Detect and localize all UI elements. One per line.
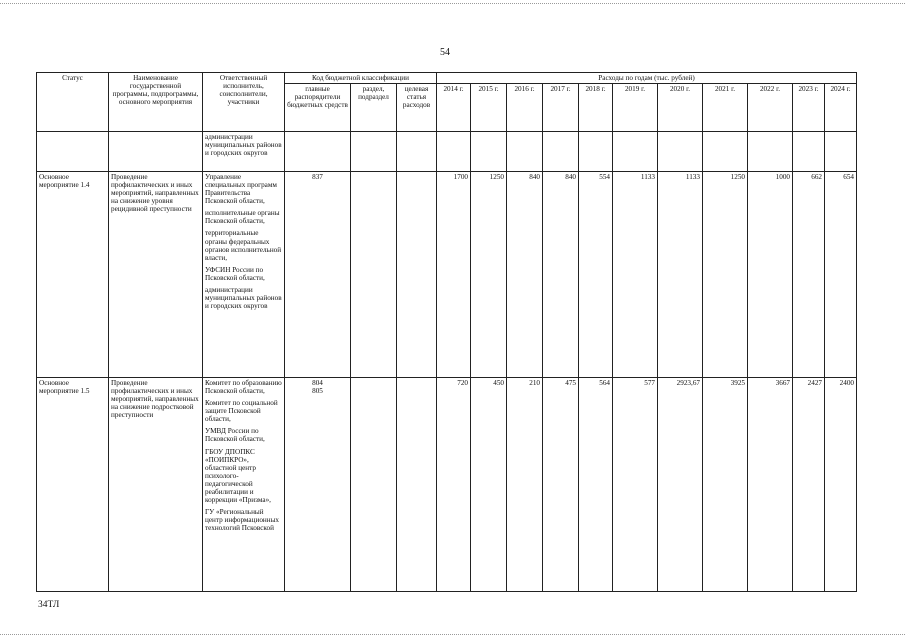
- footer-code: 34ТЛ: [38, 600, 60, 610]
- header-year: 2016 г.: [507, 84, 543, 132]
- row-value: 720: [437, 378, 471, 592]
- responsible-entry: УМВД России по Псковской области,: [205, 427, 265, 444]
- row-value: 840: [543, 172, 579, 378]
- row-name: Проведение профилактических и иных мероприятий, направленных на снижение подростковой преступности: [109, 378, 203, 592]
- row-value: 554: [579, 172, 613, 378]
- row-value: 564: [579, 378, 613, 592]
- row-value: 1133: [658, 172, 703, 378]
- header-status: Статус: [37, 73, 109, 132]
- row-status: Основное мероприятие 1.4: [37, 172, 109, 378]
- header-year: 2019 г.: [613, 84, 658, 132]
- row-value: 210: [507, 378, 543, 592]
- row-main-manager: [285, 172, 351, 378]
- header-budget-code: Код бюджетной классификации: [285, 73, 437, 84]
- header-year: 2021 г.: [703, 84, 748, 132]
- row-section: [351, 378, 397, 592]
- responsible-entry: территориальные органы федеральных органов исполнительной власти,: [205, 229, 282, 262]
- header-expenses: Расходы по годам (тыс. рублей): [437, 73, 857, 84]
- manager-code: 805: [312, 387, 323, 396]
- manager-code: 804: [312, 379, 323, 388]
- row-main-manager: [285, 378, 351, 592]
- row-responsible: [203, 172, 285, 378]
- page-number: 54: [440, 47, 450, 58]
- budget-table: [36, 72, 857, 592]
- table-row: [37, 172, 857, 378]
- table-row-continuation: [37, 132, 857, 172]
- row-value: 1700: [437, 172, 471, 378]
- header-year: 2018 г.: [579, 84, 613, 132]
- row-value: 662: [793, 172, 825, 378]
- row-value: 2400: [825, 378, 857, 592]
- row-section: [351, 172, 397, 378]
- row-target-item: [397, 172, 437, 378]
- row-value: 1000: [748, 172, 793, 378]
- responsible-entry: Комитет по образованию Псковской области,: [205, 379, 282, 396]
- row-value: 475: [543, 378, 579, 592]
- header-name: Наименование государственной программы, подпрограммы, основного мероприятия: [109, 73, 203, 132]
- responsible-entry: ГБОУ ДПОПКС «ПОИПКРО», областной центр психолого-педагогической реабилитации и коррекции «Призма»,: [205, 447, 271, 504]
- row-value: 3667: [748, 378, 793, 592]
- header-responsible: Ответственный исполнитель, соисполнители, участники: [203, 73, 285, 132]
- responsible-entry: ГУ «Региональный центр информационных технологий Псковской: [205, 507, 280, 533]
- table-row: [37, 378, 857, 592]
- header-year: 2014 г.: [437, 84, 471, 132]
- header-year: 2017 г.: [543, 84, 579, 132]
- row-name: Проведение профилактических и иных мероприятий, направленных на снижение уровня рецидивной преступности: [109, 172, 203, 378]
- responsible-entry: УФСИН России по Псковской области,: [205, 265, 265, 282]
- header-main-managers: главные распорядители бюджетных средств: [285, 84, 351, 132]
- row-value: 840: [507, 172, 543, 378]
- row-value: 1250: [703, 172, 748, 378]
- scan-edge-top: [0, 3, 905, 4]
- row-value: 3925: [703, 378, 748, 592]
- header-year: 2022 г.: [748, 84, 793, 132]
- row-value: 2427: [793, 378, 825, 592]
- header-year: 2024 г.: [825, 84, 857, 132]
- header-year: 2020 г.: [658, 84, 703, 132]
- manager-code: 837: [312, 173, 323, 182]
- row-value: 1250: [471, 172, 507, 378]
- header-section: раздел, подраздел: [351, 84, 397, 132]
- row-value: 654: [825, 172, 857, 378]
- row-value: 577: [613, 378, 658, 592]
- row-value: 2923,67: [658, 378, 703, 592]
- continuation-responsible: администрации муниципальных районов и городских округов: [203, 132, 285, 172]
- row-value: 1133: [613, 172, 658, 378]
- responsible-entry: исполнительные органы Псковской области,: [205, 209, 280, 226]
- responsible-entry: администрации муниципальных районов и городских округов: [205, 285, 282, 310]
- responsible-entry: Управление специальных программ Правительства Псковской области,: [205, 173, 277, 206]
- header-year: 2023 г.: [793, 84, 825, 132]
- header-target-item: целевая статья расходов: [397, 84, 437, 132]
- row-target-item: [397, 378, 437, 592]
- responsible-entry: Комитет по социальной защите Псковской области,: [205, 399, 278, 424]
- header-year: 2015 г.: [471, 84, 507, 132]
- row-status: Основное мероприятие 1.5: [37, 378, 109, 592]
- row-value: 450: [471, 378, 507, 592]
- row-responsible: [203, 378, 285, 592]
- scan-edge-bottom: [0, 634, 905, 635]
